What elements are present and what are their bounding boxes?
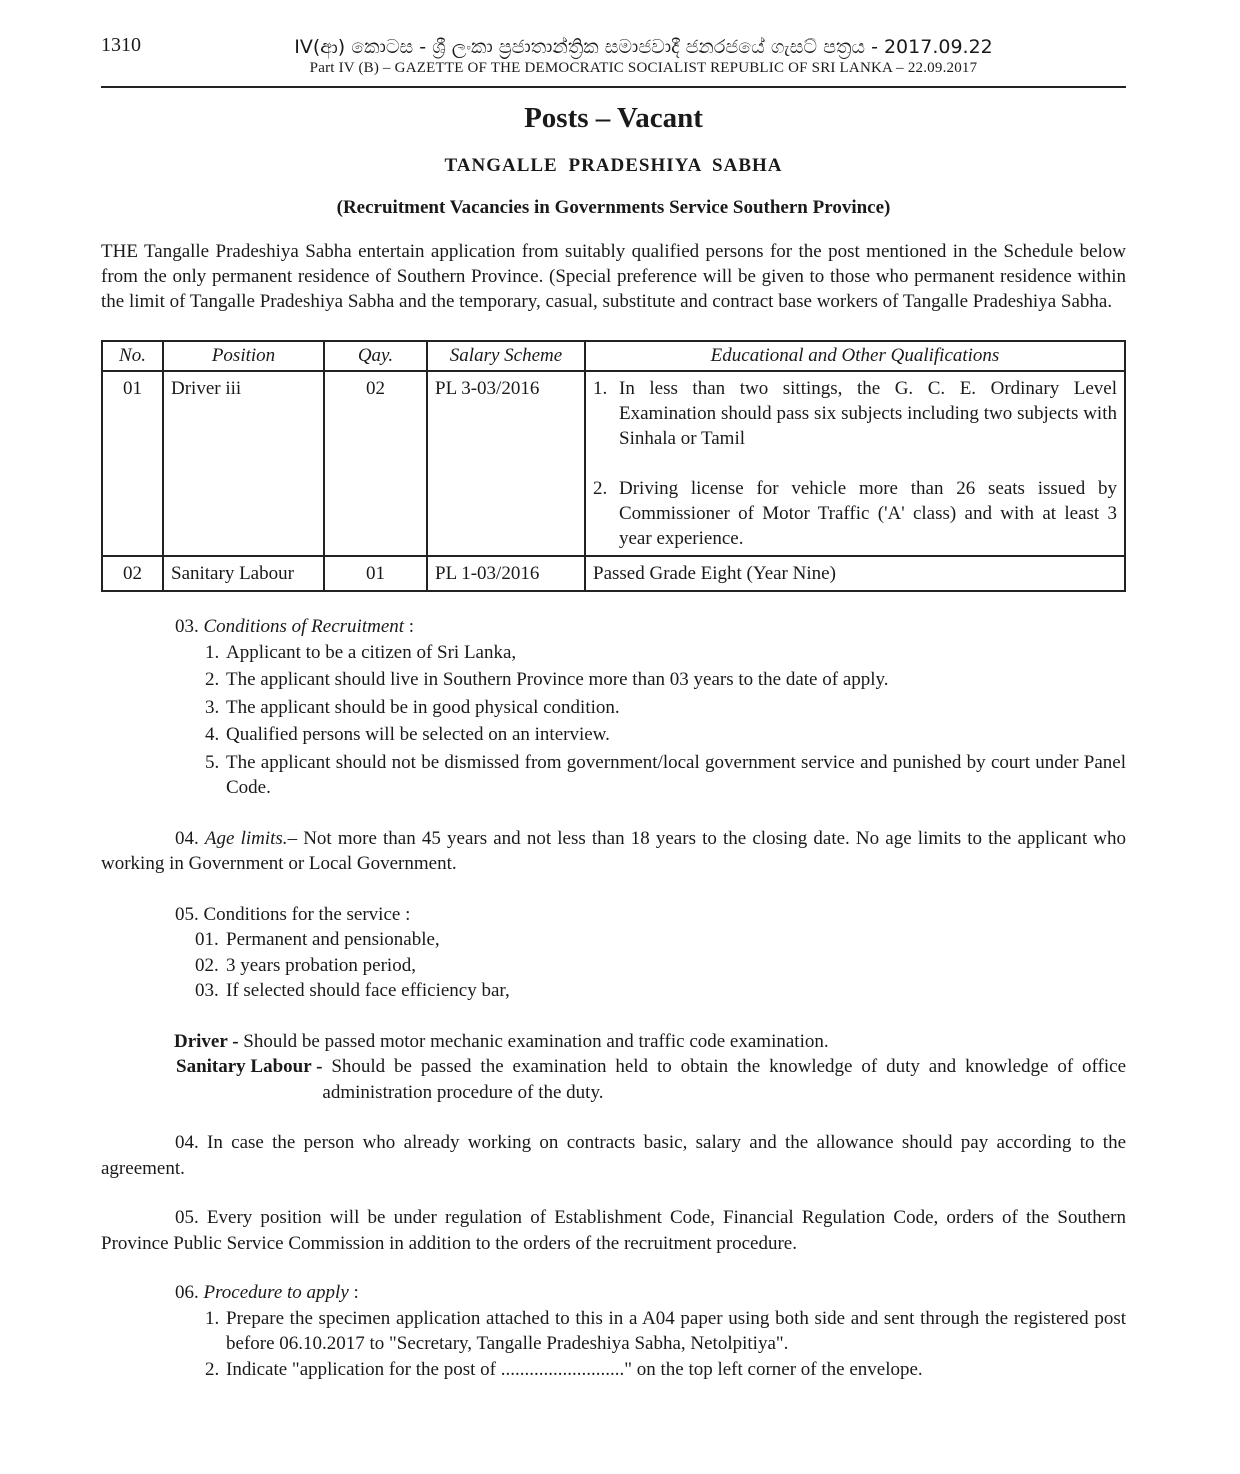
cell-salary: PL 1-03/2016 bbox=[427, 556, 585, 591]
cell-position: Driver iii bbox=[163, 371, 324, 556]
page-header bbox=[101, 30, 1126, 88]
list-item-number: 4. bbox=[205, 724, 220, 745]
schedule-table bbox=[101, 340, 1126, 592]
col-header-salary: Salary Scheme bbox=[427, 341, 585, 371]
section-number: 06. bbox=[175, 1282, 199, 1303]
table-header-row bbox=[102, 341, 1125, 371]
gazette-page bbox=[101, 30, 1131, 1382]
cell-qty: 02 bbox=[324, 371, 427, 556]
list-item-text: Prepare the specimen application attached to this in a A04 paper using both side and sent through the registered post before 06.10.2017 to "Secretary, Tangalle Pradeshiya Sabha, Netolpitiya". bbox=[226, 1307, 1126, 1354]
table-row bbox=[102, 556, 1125, 591]
duty-driver bbox=[101, 1029, 1126, 1055]
duty-label: Sanitary Labour - bbox=[176, 1056, 323, 1077]
list-item-number: 3. bbox=[205, 696, 220, 718]
list-item-text: The applicant should live in Southern Province more than 03 years to the date of apply. bbox=[226, 669, 889, 690]
cell-qualifications: Passed Grade Eight (Year Nine) bbox=[585, 556, 1125, 591]
duty-sanitary-labour bbox=[101, 1054, 1131, 1105]
section-heading: 05. Conditions for the service : bbox=[175, 903, 411, 925]
qualification-text: In less than two sittings, the G. C. E. Ordinary Level Examination should pass six subjects including two subjects with Sinhala or Tamil bbox=[619, 378, 1117, 449]
list-item-number: 02. bbox=[195, 954, 219, 976]
list-item-text: The applicant should be in good physical condition. bbox=[226, 696, 620, 718]
service-conditions-list bbox=[101, 927, 1126, 1004]
qualification-number: 2. bbox=[593, 478, 608, 499]
list-item bbox=[205, 695, 1126, 721]
duty-label: Driver - bbox=[174, 1030, 239, 1052]
col-header-qualifications: Educational and Other Qualifications bbox=[585, 341, 1125, 371]
list-item-text: 3 years probation period, bbox=[226, 954, 416, 976]
table-row bbox=[102, 371, 1125, 556]
header-sinhala: IV(ආ) කොටස - ශ්‍රී ලංකා ප්‍රජාතාන්ත්‍රික සමාජවාදී ජනරජයේ ගැසට් පත්‍රය - 2017.09.22 bbox=[294, 36, 993, 58]
list-item bbox=[195, 953, 1126, 979]
list-item bbox=[205, 640, 1126, 666]
list-item bbox=[205, 1357, 1126, 1383]
list-item-number: 01. bbox=[195, 929, 219, 950]
duties-section bbox=[101, 1029, 1131, 1106]
qualification-item bbox=[593, 376, 1117, 451]
list-item bbox=[205, 1306, 1126, 1357]
section-heading bbox=[101, 1280, 1126, 1306]
conditions-service-section bbox=[101, 902, 1126, 1004]
qualification-text: Driving license for vehicle more than 26 seats issued by Commissioner of Motor Traffic ('A' class) and with at least 3 year experience. bbox=[619, 478, 1117, 549]
list-item bbox=[195, 978, 1126, 1004]
section-number: 04. bbox=[175, 827, 199, 849]
list-item-text: Applicant to be a citizen of Sri Lanka, bbox=[226, 641, 517, 663]
regulation-paragraph: 05. Every position will be under regulation of Establishment Code, Financial Regulation Code, orders of the Southern Province Public Service Commission in addition to the orders of the recruitment procedure. bbox=[101, 1207, 1126, 1254]
col-header-position: Position bbox=[163, 341, 324, 371]
section-heading bbox=[101, 614, 1126, 640]
list-item-text: The applicant should not be dismissed from government/local government service and punished by court under Panel Code. bbox=[226, 751, 1126, 798]
list-item bbox=[205, 750, 1126, 801]
cell-salary: PL 3-03/2016 bbox=[427, 371, 585, 556]
contract-paragraph: 04. In case the person who already working on contracts basic, salary and the allowance should pay according to the agreement. bbox=[101, 1132, 1126, 1179]
list-item bbox=[205, 667, 1126, 693]
intro-paragraph: THE Tangalle Pradeshiya Sabha entertain application from suitably qualified persons for the post mentioned in the Schedule below from the only permanent residence of Southern Province. (Special preference will be given to those who permanent residence within the limit of Tangalle Pradeshiya Sabha and the temporary, casual, substitute and contract base workers of Tangalle Pradeshiya Sabha. bbox=[101, 241, 1126, 312]
section-suffix: : bbox=[348, 1282, 359, 1303]
age-limits-paragraph bbox=[101, 826, 1126, 877]
section-title: Conditions of Recruitment bbox=[203, 616, 405, 637]
list-item-text: Indicate "application for the post of .........................." on the top left corner of the envelope. bbox=[226, 1358, 923, 1380]
notice-subtitle: (Recruitment Vacancies in Governments Service Southern Province) bbox=[336, 197, 891, 218]
section-title: Procedure to apply bbox=[203, 1282, 349, 1303]
list-item-number: 2. bbox=[205, 669, 220, 690]
age-limits-text: – Not more than 45 years and not less than 18 years to the closing date. No age limits to the applicant who working in Government or Local Government. bbox=[101, 827, 1126, 874]
cell-no: 01 bbox=[102, 371, 163, 556]
cell-qty: 01 bbox=[324, 556, 427, 591]
recruitment-conditions-list bbox=[101, 640, 1126, 801]
qualification-item bbox=[593, 476, 1117, 551]
duty-text: Should be passed motor mechanic examination and traffic code examination. bbox=[238, 1030, 829, 1052]
col-header-qty: Qay. bbox=[324, 341, 427, 371]
cell-no: 02 bbox=[102, 556, 163, 591]
header-english: Part IV (B) – GAZETTE OF THE DEMOCRATIC SOCIALIST REPUBLIC OF SRI LANKA – 22.09.2017 bbox=[309, 60, 978, 76]
page-title: Posts – Vacant bbox=[524, 102, 703, 134]
cell-position: Sanitary Labour bbox=[163, 556, 324, 591]
section-title: Age limits. bbox=[204, 827, 288, 849]
section-suffix: : bbox=[404, 616, 415, 637]
organization-name: TANGALLE PRADESHIYA SABHA bbox=[444, 155, 783, 176]
list-item-text: Permanent and pensionable, bbox=[226, 929, 440, 950]
list-item bbox=[205, 722, 1126, 748]
procedure-section bbox=[101, 1280, 1126, 1382]
list-item-text: If selected should face efficiency bar, bbox=[226, 980, 510, 1001]
qualification-number: 1. bbox=[593, 378, 608, 399]
list-item-text: Qualified persons will be selected on an interview. bbox=[226, 724, 610, 745]
list-item-number: 1. bbox=[205, 1307, 220, 1329]
list-item-number: 2. bbox=[205, 1358, 220, 1380]
cell-qualifications bbox=[585, 371, 1125, 556]
list-item-number: 5. bbox=[205, 751, 220, 773]
list-item bbox=[195, 927, 1126, 953]
col-header-no: No. bbox=[102, 341, 163, 371]
section-number: 03. bbox=[175, 616, 199, 637]
page-number: 1310 bbox=[101, 34, 141, 56]
list-item-number: 03. bbox=[195, 980, 219, 1001]
duty-text: Should be passed the examination held to obtain the knowledge of duty and knowledge of office administration procedure of the duty. bbox=[322, 1056, 1131, 1103]
conditions-recruitment-section bbox=[101, 614, 1126, 801]
procedure-list bbox=[101, 1306, 1126, 1383]
list-item-number: 1. bbox=[205, 641, 220, 663]
